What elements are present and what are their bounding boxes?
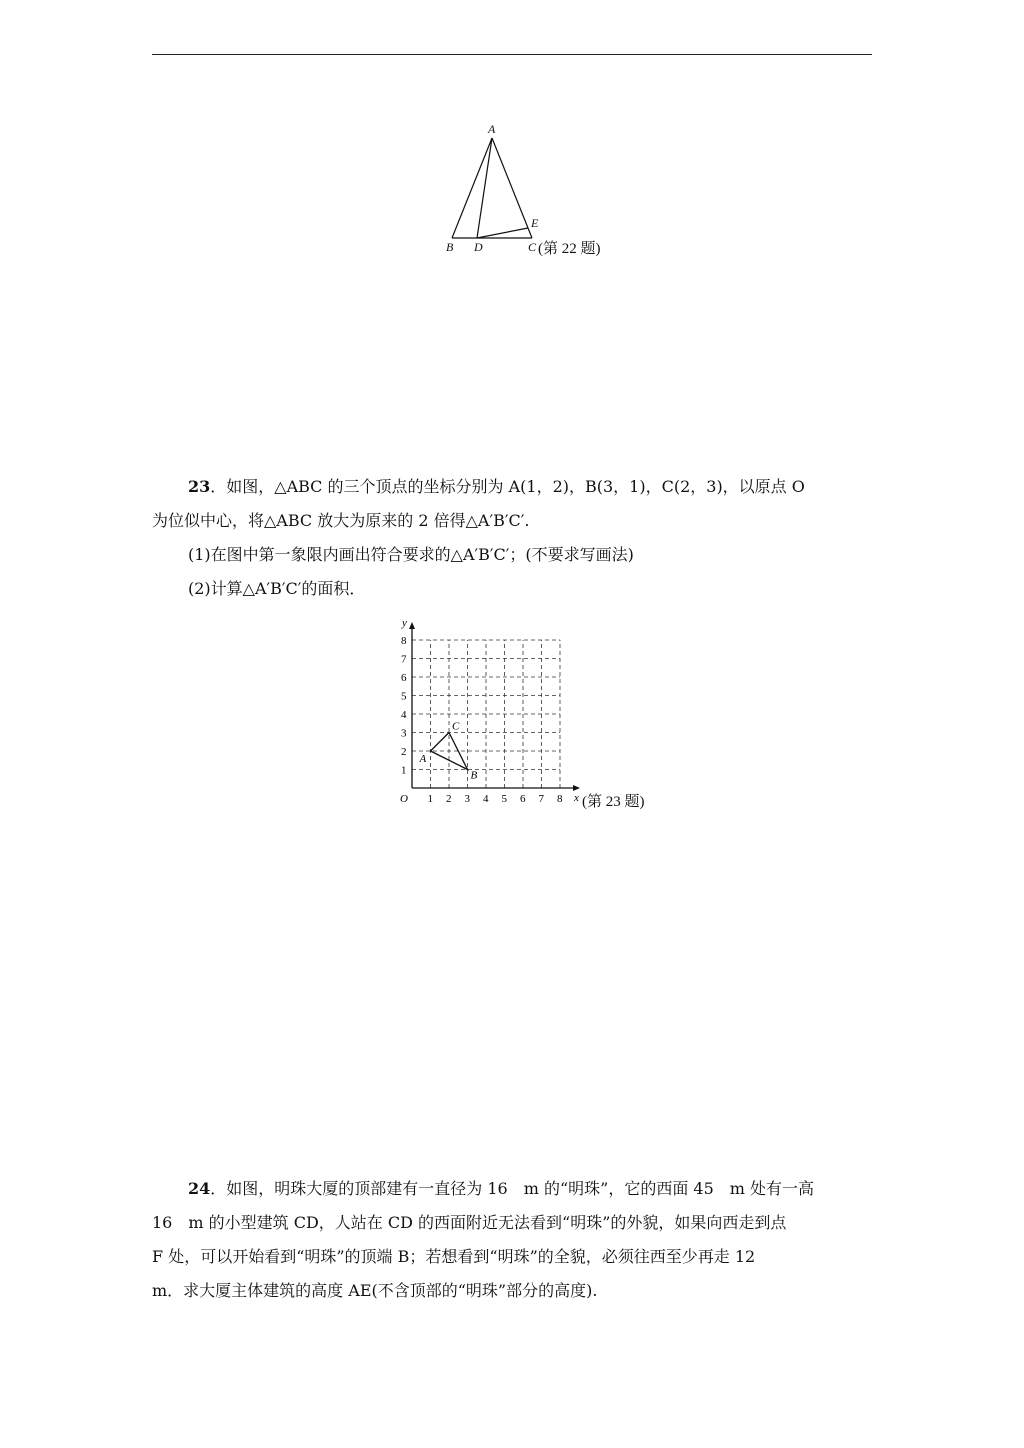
y-tick-label: 8	[401, 635, 407, 647]
q24-line-3: F 处，可以开始看到“明珠”的顶端 B；若想看到“明珠”的全貌，必须往西至少再走 12	[152, 1247, 756, 1266]
x-tick-label: 2	[446, 793, 452, 805]
x-tick-label: 8	[557, 793, 563, 805]
y-tick-label: 5	[401, 690, 407, 703]
vertex-label-c: C	[528, 240, 537, 254]
x-tick-label: 6	[520, 793, 526, 805]
figure-23	[396, 618, 676, 818]
y-tick-label: 4	[401, 709, 407, 721]
vertex-label-e: E	[531, 216, 539, 230]
x-tick-label: 7	[538, 793, 544, 805]
y-tick-label: 6	[401, 672, 407, 684]
x-tick-label: 5	[501, 793, 507, 805]
y-tick-label: 2	[401, 746, 407, 758]
header-rule	[152, 54, 872, 55]
figure-22	[440, 120, 620, 260]
origin-label: O	[400, 793, 408, 805]
x-axis-arrow-icon	[573, 785, 580, 791]
y-tick-label: 1	[401, 764, 407, 777]
vertex-label-a: A	[488, 122, 496, 136]
q24-line-1-text: ．如图，明珠大厦的顶部建有一直径为 16 m 的“明珠”，它的西面 45 m 处有一高	[210, 1179, 815, 1198]
question-24	[152, 1172, 872, 1308]
y-axis-label: y	[402, 618, 407, 629]
coordinate-grid	[396, 618, 676, 818]
q23-part-1: (1)在图中第一象限内画出符合要求的△A′B′C′；(不要求写画法)	[188, 545, 634, 564]
q24-line-1	[152, 1172, 872, 1206]
vertex-label-b: B	[446, 240, 454, 254]
x-tick-label: 3	[464, 793, 470, 805]
x-axis-label: x	[574, 792, 579, 804]
y-axis-arrow-icon	[409, 622, 415, 629]
question-23	[152, 470, 872, 606]
y-tick-label: 3	[401, 727, 407, 740]
figure-22-caption: (第 22 题)	[538, 241, 601, 257]
figure-23-caption: (第 23 题)	[582, 794, 645, 810]
q23-part-2: (2)计算△A′B′C′的面积．	[188, 579, 366, 598]
q23-line-2: 为位似中心，将△ABC 放大为原来的 2 倍得△A′B′C′.	[152, 511, 530, 530]
point-label-c: C	[452, 720, 460, 733]
point-label-a: A	[419, 753, 427, 765]
q24-line-2: 16 m 的小型建筑 CD，人站在 CD 的西面附近无法看到“明珠”的外貌，如果向西走到点	[152, 1213, 787, 1232]
q24-number: 24	[188, 1179, 211, 1198]
q23-line-1	[152, 470, 872, 504]
point-label-b: B	[470, 769, 478, 782]
vertex-label-d: D	[474, 240, 483, 254]
x-tick-label: 4	[483, 793, 489, 805]
y-tick-label: 7	[401, 653, 407, 666]
q24-line-4: m．求大厦主体建筑的高度 AE(不含顶部的“明珠”部分的高度).	[152, 1281, 598, 1300]
x-tick-label: 1	[427, 793, 433, 805]
q23-number: 23	[188, 477, 211, 496]
q23-line-1-text: ．如图，△ABC 的三个顶点的坐标分别为 A(1，2)，B(3，1)，C(2，3)，以原点 O	[210, 477, 805, 496]
